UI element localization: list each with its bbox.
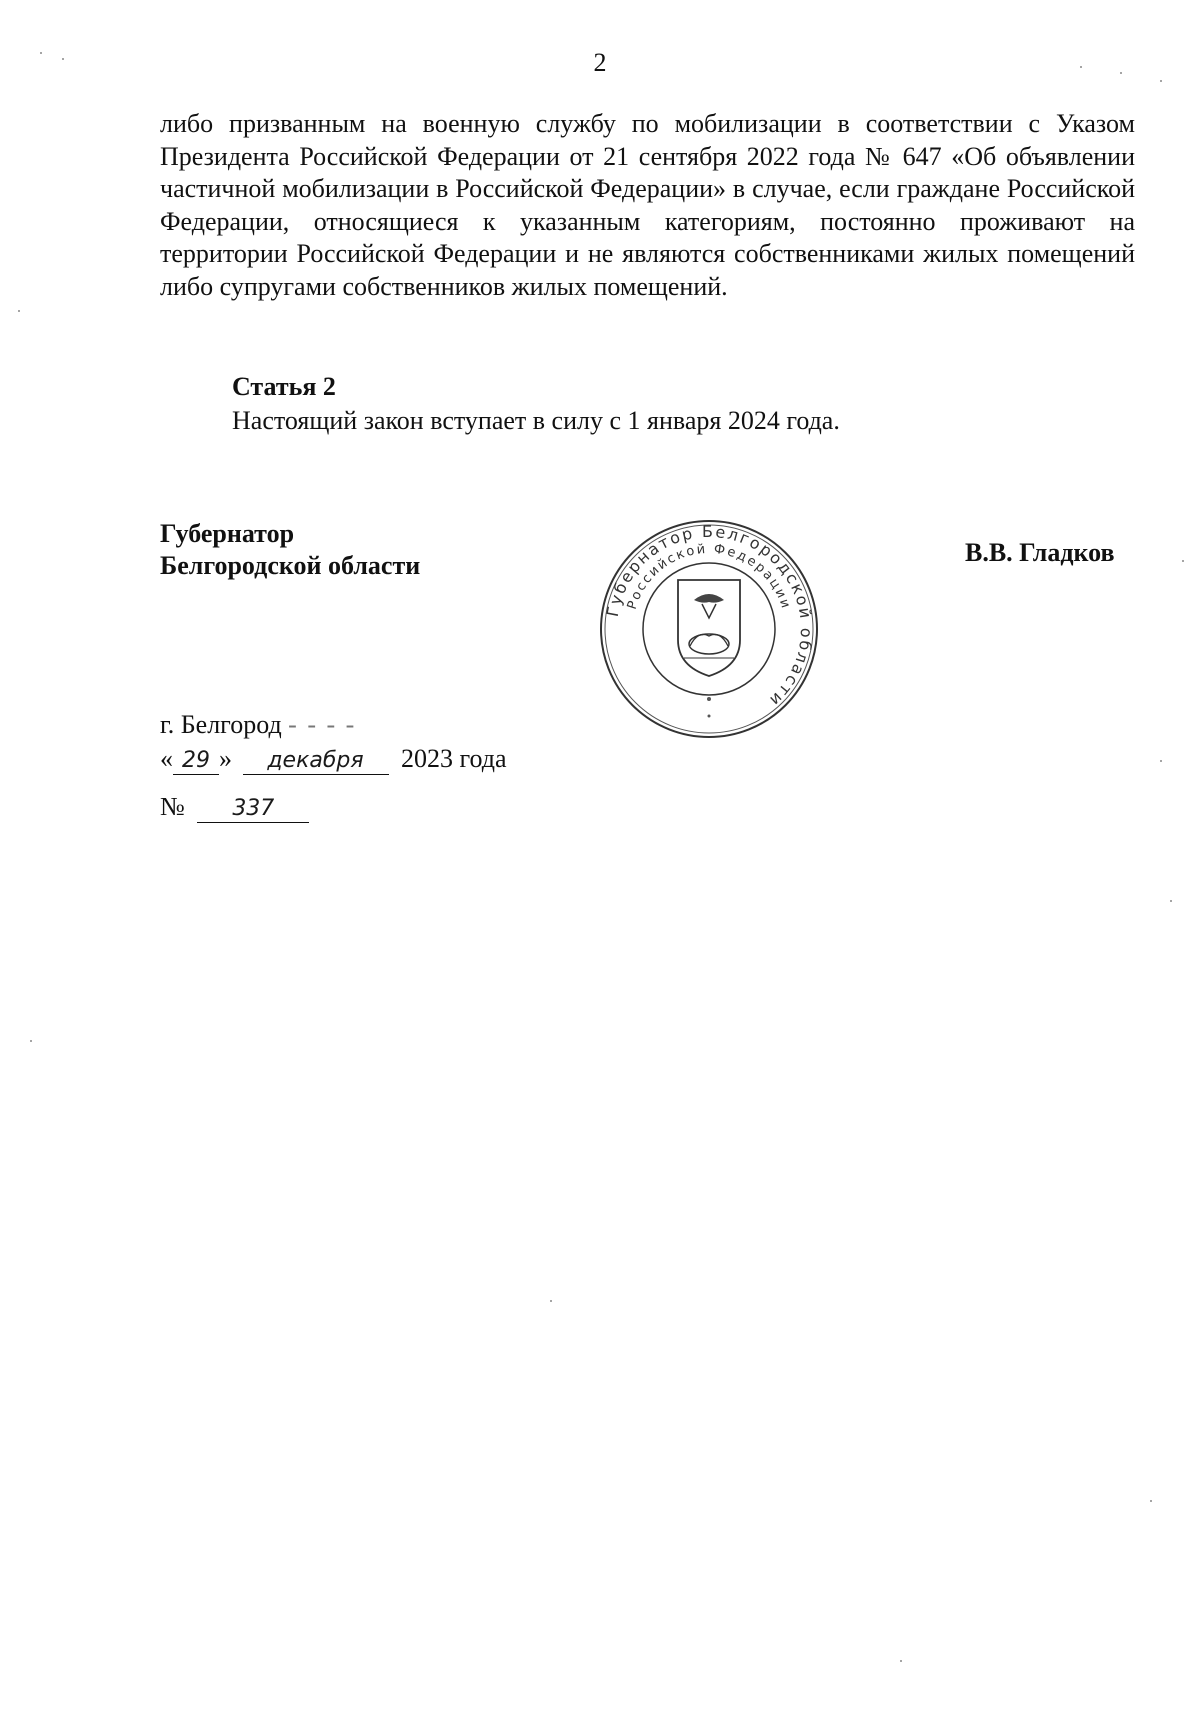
document-number-field: [197, 794, 309, 823]
city-line: [160, 710, 356, 740]
svg-text:Губернатор Белгородской област: Губернатор Белгородской области: [602, 521, 817, 712]
svg-text:Российской Федерации: Российской Федерации: [624, 541, 794, 612]
page-number: 2: [593, 48, 607, 77]
date-line: [160, 744, 507, 775]
number-sign: №: [160, 792, 185, 821]
document-number-line: [160, 792, 309, 823]
date-day: 29: [182, 748, 210, 773]
date-month-field: [243, 746, 389, 775]
document-number: 337: [232, 796, 275, 821]
article-text: Настоящий закон вступает в силу с 1 января 2024 года.: [232, 406, 840, 435]
city-name: г. Белгород: [160, 710, 282, 739]
date-month: декабря: [267, 748, 364, 773]
official-seal: [598, 518, 820, 740]
date-day-field: [173, 746, 219, 775]
body-paragraph: либо призванным на военную службу по мобилизации в соответствии с Указом Президента Российской Федерации от 21 сентября 2022 года № 647 «Об объявлении частичной мобилизации в Российской Федерации» в случае, если граждане Российской Федерации, относящиеся к указанным категориям, постоянно проживают на территории Российской Федерации и не являются собственниками жилых помещений либо супругами собственников жилых помещений.: [160, 109, 1135, 301]
signature-name: В.В. Гладков: [965, 538, 1115, 567]
date-close-quote: »: [219, 744, 232, 773]
signature-title-line1: Губернатор: [160, 519, 295, 548]
signature-title: [160, 518, 420, 582]
coat-of-arms-icon: [678, 580, 740, 676]
article-heading: Статья 2: [232, 372, 336, 401]
signature-title-line2: Белгородской области: [160, 551, 421, 580]
date-year: 2023 года: [401, 744, 507, 773]
date-open-quote: «: [160, 744, 173, 773]
city-dots: - - - -: [288, 710, 357, 739]
